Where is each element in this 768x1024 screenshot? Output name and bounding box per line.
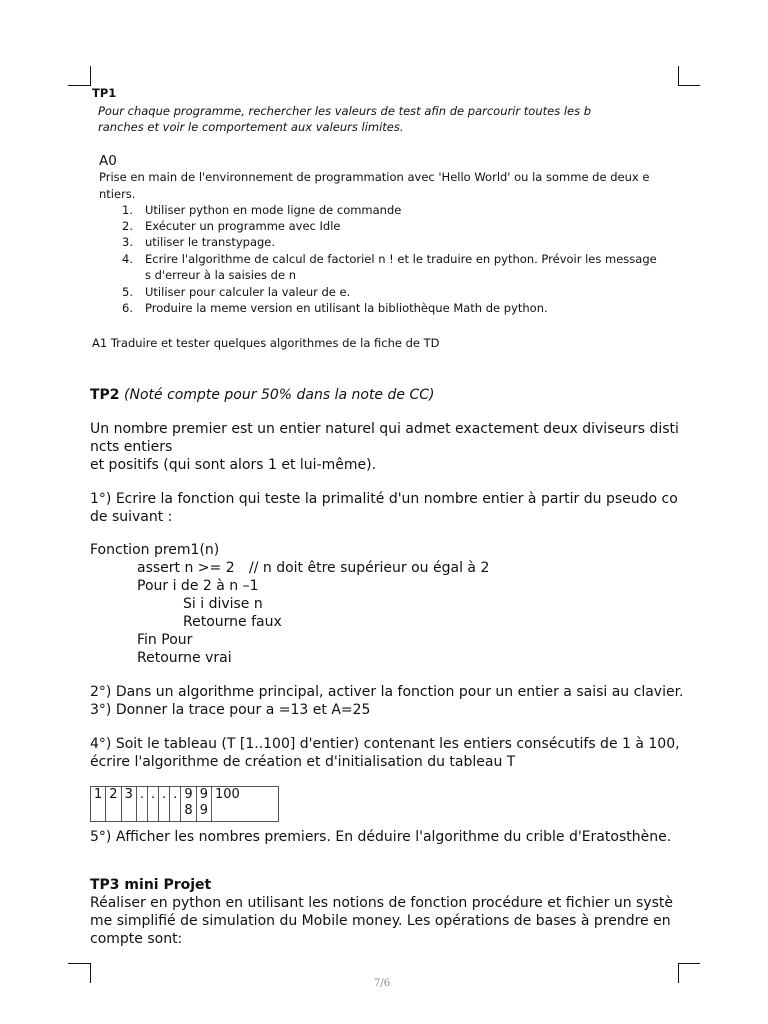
tp2-heading: TP2 <box>90 387 120 403</box>
array-cell: 2 <box>106 787 121 822</box>
prime-definition-line-2: ncts entiers <box>90 439 173 455</box>
question-4-line-1: 4°) Soit le tableau (T [1..100] d'entier) contenant les entiers consécutifs de 1 à 100, <box>90 736 680 752</box>
question-1-line-2: de suivant : <box>90 509 173 525</box>
crop-mark-bottom-left-v <box>90 963 91 983</box>
step-text: Utiliser python en mode ligne de commande <box>145 203 402 217</box>
step-number: 2. <box>122 219 133 233</box>
question-1-line-1: 1°) Ecrire la fonction qui teste la primalité d'un nombre entier à partir du pseudo co <box>90 491 678 507</box>
crop-mark-bottom-right-h <box>678 963 700 964</box>
table-row <box>91 787 279 822</box>
tp3-text-line-1: Réaliser en python en utilisant les notions de fonction procédure et fichier un systè <box>90 895 674 911</box>
crop-mark-bottom-left-h <box>68 963 90 964</box>
tp2-note: (Noté compte pour 50% dans la note de CC) <box>124 387 435 403</box>
step-text-continued: s d'erreur à la saisies de n <box>145 268 296 282</box>
step-number: 6. <box>122 301 133 315</box>
a0-heading: A0 <box>99 153 117 169</box>
array-cell: 3 <box>121 787 136 822</box>
crop-mark-top-right-h <box>678 85 700 86</box>
code-line: Fonction prem1(n) <box>90 542 220 558</box>
question-3: 3°) Donner la trace pour a =13 et A=25 <box>90 702 371 718</box>
crop-mark-top-left-h <box>68 85 90 86</box>
step-text: utiliser le transtypage. <box>145 235 276 249</box>
a1-text: A1 Traduire et tester quelques algorithmes de la fiche de TD <box>92 336 440 350</box>
array-cell: . <box>136 787 147 822</box>
page-number: 7/6 <box>374 978 391 989</box>
step-text: Utiliser pour calculer la valeur de e. <box>145 285 351 299</box>
crop-mark-bottom-right-v <box>678 963 679 983</box>
question-2: 2°) Dans un algorithme principal, activer la fonction pour un entier a saisi au clavier. <box>90 684 684 700</box>
tp3-heading: TP3 mini Projet <box>90 877 212 893</box>
array-cell: 9 8 <box>181 787 196 822</box>
array-cell: . <box>147 787 158 822</box>
tp3-text-line-3: compte sont: <box>90 931 183 947</box>
code-line: assert n >= 2 <box>137 560 235 576</box>
array-cell: 100 <box>211 787 278 822</box>
question-4-line-2: écrire l'algorithme de création et d'initialisation du tableau T <box>90 754 516 770</box>
tp1-intro-line-1: Pour chaque programme, rechercher les valeurs de test afin de parcourir toutes les b <box>98 104 592 118</box>
a0-text-line-1: Prise en main de l'environnement de programmation avec 'Hello World' ou la somme de deux e <box>99 170 650 184</box>
step-text: Ecrire l'algorithme de calcul de factoriel n ! et le traduire en python. Prévoir les message <box>145 252 657 266</box>
step-number: 3. <box>122 235 133 249</box>
step-number: 5. <box>122 285 133 299</box>
code-line: Si i divise n <box>183 596 263 612</box>
step-number: 4. <box>122 252 133 266</box>
crop-mark-top-right-v <box>678 66 679 86</box>
tp1-heading: TP1 <box>92 86 117 100</box>
array-cell: . <box>170 787 181 822</box>
code-line: Retourne vrai <box>137 650 232 666</box>
step-text: Exécuter un programme avec Idle <box>145 219 341 233</box>
array-cell: . <box>159 787 170 822</box>
prime-definition-line-3: et positifs (qui sont alors 1 et lui-même). <box>90 457 377 473</box>
array-cell: 9 9 <box>196 787 211 822</box>
tp3-text-line-2: me simplifié de simulation du Mobile money. Les opérations de bases à prendre en <box>90 913 671 929</box>
array-cell: 1 <box>91 787 106 822</box>
prime-definition-line-1: Un nombre premier est un entier naturel qui admet exactement deux diviseurs disti <box>90 421 679 437</box>
array-table <box>90 786 279 822</box>
code-line: Fin Pour <box>137 632 193 648</box>
question-5: 5°) Afficher les nombres premiers. En déduire l'algorithme du crible d'Eratosthène. <box>90 829 672 845</box>
step-text: Produire la meme version en utilisant la bibliothèque Math de python. <box>145 301 548 315</box>
crop-mark-top-left-v <box>90 66 91 86</box>
code-line: Retourne faux <box>183 614 282 630</box>
code-comment: // n doit être supérieur ou égal à 2 <box>249 560 490 576</box>
code-line: Pour i de 2 à n –1 <box>137 578 259 594</box>
step-number: 1. <box>122 203 133 217</box>
a0-text-line-2: ntiers. <box>99 187 136 201</box>
tp1-intro-line-2: ranches et voir le comportement aux valeurs limites. <box>98 120 404 134</box>
tp2-heading-line <box>90 386 434 404</box>
